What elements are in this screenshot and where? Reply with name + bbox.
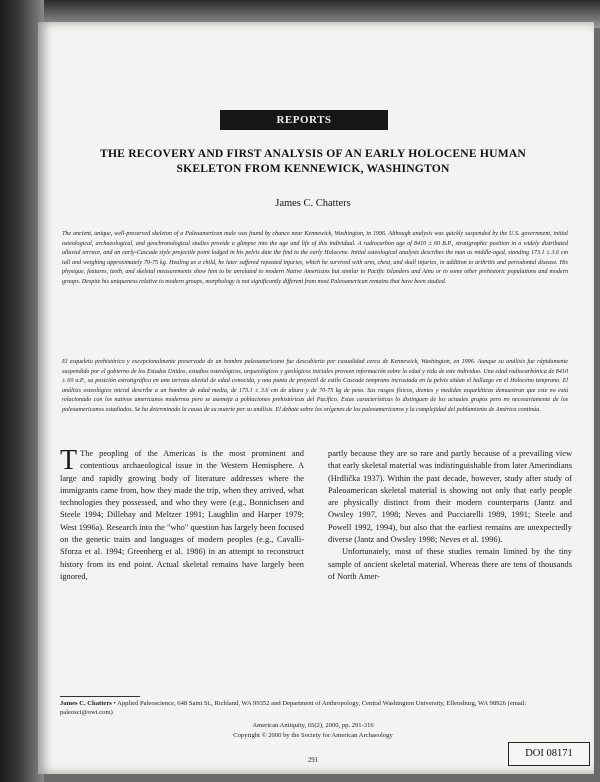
- body-column-left: [60, 445, 304, 583]
- doi-stamp: DOI 08171: [508, 742, 590, 766]
- copyright-line: Copyright © 2000 by the Society for American Archaeology: [233, 732, 393, 739]
- body-column-right: [328, 448, 572, 583]
- body-paragraph: Unfortunately, most of these studies remain limited by the tiny sample of ancient skeletal material. Whereas there are tens of thousands of North Amer-: [328, 547, 572, 581]
- affiliation-text: • Applied Paleoscience, 648 Saint St., Richland, WA 99352 and Department of Anthropology, Central Washington University, Ellensburg, WA 98926 (email: paleosci@owt.com): [60, 700, 527, 717]
- abstract-english: The ancient, unique, well-preserved skeleton of a Paleoamerican male was found by chance near Kennewick, Washington, in 1996. Although analysis was quickly suspended by the U.S. government, initial osteological, archaeological, and geochronological studies provide a glimpse into the age and life of this individual. A radiocarbon age of 8410 ± 60 B.P., stratigraphic position in a widely distributed alluvial terrace, and an early-Cascade style projectile point lodged in his pelvis date the find to the early Holocene. Initial osteological analysis describes the man as middle-aged, standing 173.1 ± 3.6 cm tall and weighing approximately 70-75 kg. Healing as a child, he later suffered repeated injuries, which he survived with arm, chest, and skull injuries, in addition to arthritis and periodontal disease. His physique, features, teeth, and skeletal measurements show him to be unrelated to modern Native Americans but similar to Pacific Islanders and Ainu or to some other prehistoric populations and modern groups. Despite his uniqueness relative to modern groups, morphology is not significantly different from most Paleoamerican remains that have been studied.: [62, 231, 568, 285]
- page-number: 291: [307, 757, 319, 764]
- journal-citation: American Antiquity, 65(2), 2000, pp. 291-316: [252, 722, 374, 729]
- author-name: James C. Chatters: [275, 198, 351, 209]
- footnote-rule: [60, 696, 140, 697]
- body-paragraph: partly because they are so rare and partly because of a prevailing view that early skeletal material was indistinguishable from later Amerindians (Hrdlička 1937). Within the past decade, however, study after study of Paleoamerican skeletal material is showing not only that early people are physically distinct from their modern counterparts (Jantz and Owsley 1997, 1998; Neves and Pucciarelli 1989, 1991; Steele and Powell 1992, 1994), but also that the earliest remains are unexpectedly diverse (Jantz and Owsley 1998; Neves et al. 1996).: [328, 449, 572, 545]
- drop-cap: T: [60, 445, 78, 476]
- body-paragraph: [60, 445, 304, 583]
- scanned-page: [38, 22, 594, 774]
- section-banner: REPORTS: [220, 110, 388, 130]
- affiliation-author: James C. Chatters: [60, 700, 112, 707]
- abstract-spanish: El esqueleto prehistórico y excepcionalmente preservado de un hombre paleoamericano fue descubierto por casualidad cerca de Kennewick, Washington, en 1996. Aunque su análisis fue rápidamente suspendido por el gobierno de los Estados Unidos, estudios osteológicos, arqueológicos y geológicos iniciales proveen información sobre la edad y vida de este individuo. Una edad radiocarbónica de 8410 ± 60 a.P., su posición estratigráfica en una terraza aluvial de edad conocida, y una punta de proyectil de estilo Cascade temprano incrustada en la pelvis sitúan el hallazgo en el Holoceno temprano. El análisis osteológico inicial describe a un hombre de edad media, de 173.1 ± 3.6 cm de altura y de 70-75 kg de peso. Sus rasgos físicos, dientes y medidas esqueléticas demuestran que este no está relacionado con los nativos americanos modernos pero se asemeja a poblaciones prehistóricas del Pacífico. Estas características lo distinguen de los actuales grupos pero no necesariamente de los paleoamericanos estudiados. Se ha determinado la causa de su muerte por su análisis. El debate sobre los orígenes de los paleoamericanos y la complejidad del poblamiento de América continúa.: [62, 359, 568, 413]
- author-affiliation: [60, 699, 566, 718]
- article-title: THE RECOVERY AND FIRST ANALYSIS OF AN EARLY HOLOCENE HUMAN SKELETON FROM KENNEWICK, WASHINGTON: [100, 147, 526, 175]
- paragraph-text: The peopling of the Americas is the most prominent and contentious archaeological issue in the Western Hemisphere. A large and rapidly growing body of literature addresses where the immigrants came from, how they made the trip, when they arrived, what technologies they possessed, and who they were (e.g., Bonnichsen and Steele 1994; Dillehay and Meltzer 1991; Laughlin and Harper 1979; West 1996a). Research into the "who" question has largely been focused on the genetic traits and languages of modern peoples (e.g., Cavalli-Sforza et al. 1994; Greenberg et al. 1986) in an attempt to reconstruct history from its end point. Actual skeletal remains have largely been ignored,: [60, 449, 304, 581]
